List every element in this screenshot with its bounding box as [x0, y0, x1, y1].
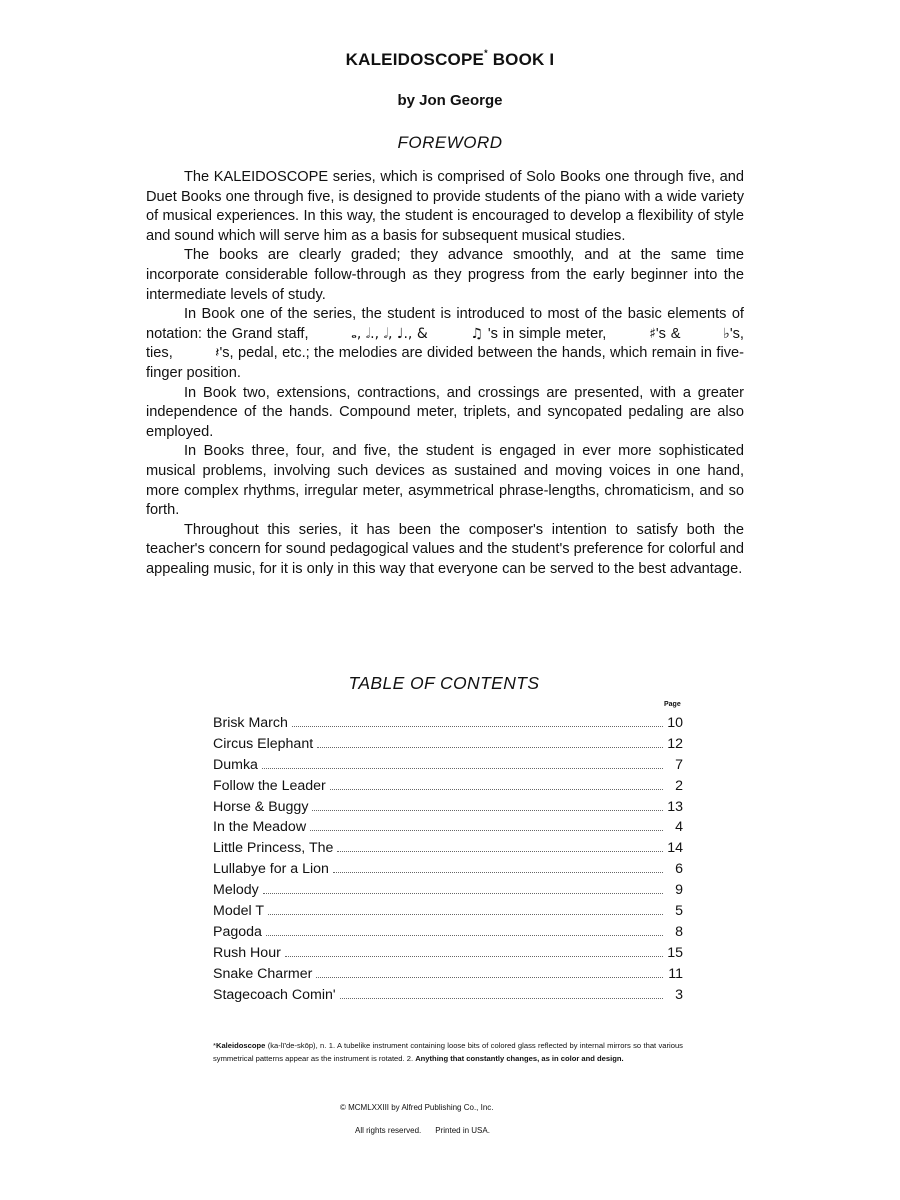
toc-entry-page: 6 — [675, 861, 683, 878]
toc-dot-leader — [268, 913, 663, 915]
toc-entry — [213, 945, 683, 966]
toc-entry — [213, 778, 683, 799]
toc-entry-title: In the Meadow — [213, 819, 307, 836]
toc-entry-page: 9 — [675, 882, 683, 899]
title-footnote-mark: * — [484, 48, 488, 58]
toc-dot-leader — [317, 746, 663, 748]
toc-entry-title: Horse & Buggy — [213, 798, 309, 815]
toc-entry-page: 12 — [667, 735, 683, 752]
toc-entry-page: 3 — [675, 986, 683, 1003]
toc-entry — [213, 903, 683, 924]
author-line: by Jon George — [397, 92, 503, 109]
toc-entry — [213, 924, 683, 945]
toc-entry-title: Circus Elephant — [213, 735, 314, 752]
toc-entry-title: Follow the Leader — [213, 777, 326, 794]
printed-in: Printed in USA. — [435, 1126, 490, 1135]
toc-entry-title: Brisk March — [213, 715, 288, 731]
book-title: KALEIDOSCOPE* BOOK I — [345, 48, 555, 69]
toc-entry-page: 10 — [667, 715, 683, 731]
toc-dot-leader — [263, 892, 663, 894]
toc-entry-page: 4 — [675, 819, 683, 836]
toc-entry — [213, 715, 683, 736]
rest-icon: 𝄽 — [215, 345, 220, 362]
toc-entry — [213, 840, 683, 861]
toc-entry-title: Lullabye for a Lion — [213, 861, 329, 878]
toc-entry-page: 13 — [667, 798, 683, 815]
rights-reserved: All rights reserved. — [355, 1126, 422, 1135]
foreword-paragraph-6: Throughout this series, it has been the composer's intention to satisfy both the teacher's concern for sound pedagogical values and the student's preference for colorful and appealing music, for it is only in this way that everyone can be served to the best advantage. — [146, 521, 744, 577]
toc-entry-page: 5 — [675, 903, 683, 920]
toc-dot-leader — [337, 850, 663, 852]
toc-page-column-label: Page — [664, 701, 681, 708]
toc-dot-leader — [285, 955, 663, 957]
toc-entry — [213, 987, 683, 1008]
foreword-paragraph-4: In Book two, extensions, contractions, and crossings are presented, with a greater independence of the hands. Compound meter, triplets, and syncopated pedaling are also employed. — [146, 384, 744, 440]
toc-entry-page: 15 — [667, 944, 683, 961]
toc-entry-title: Rush Hour — [213, 944, 281, 961]
toc-heading: TABLE OF CONTENTS — [348, 673, 540, 693]
toc-entry-page: 7 — [675, 756, 683, 773]
toc-entry — [213, 736, 683, 757]
toc-entry — [213, 882, 683, 903]
foreword-paragraph-3: In Book one of the series, the student is introduced to most of the basic elements of notation: the Grand staff, 𝅝, 𝅗𝅥., 𝅗𝅥, ♩., & ♫ 's in simple meter, ♯'s & ♭'s, ties, 𝄽's, pedal, etc.; the melodies are divided between the hands, which remain in five-finger position. — [146, 306, 744, 381]
toc-entry-title: Melody — [213, 882, 259, 899]
toc-dot-leader — [310, 829, 663, 831]
sharp-icon: ♯ — [649, 325, 656, 342]
foreword-paragraph-5: In Books three, four, and five, the student is engaged in ever more sophisticated musical problems, involving such devices as sustained and moving voices in one hand, more complex rhythms, irregular meter, asymmetrical phrase-lengths, chromaticism, and so forth. — [146, 443, 744, 519]
toc-entry — [213, 799, 683, 820]
foreword-paragraph-1: The KALEIDOSCOPE series, which is comprised of Solo Books one through five, and Duet Books one through five, is designed to provide students of the piano with a wide variety of musical experiences. In this way, the student is encouraged to develop a flexibility of style and sound which will serve him as a basis for subsequent musical studies. — [146, 169, 744, 244]
eighth-notes-icon: ♫ — [470, 325, 484, 342]
toc-dot-leader — [292, 725, 663, 727]
toc-entry — [213, 966, 683, 987]
toc-dot-leader — [333, 871, 663, 873]
toc-dot-leader — [316, 976, 663, 978]
definition-footnote: *Kaleidoscope (ka-lī'de-skōp), n. 1. A tubelike instrument containing loose bits of colored glass reflected by internal mirrors so that various symmetrical patterns appear as the instrument is rotated. 2. Anything that constantly changes, as in color and design. — [213, 1041, 683, 1063]
toc-entry-title: Model T — [213, 903, 264, 920]
toc-dot-leader — [266, 934, 663, 936]
toc-entry — [213, 819, 683, 840]
toc-entry — [213, 861, 683, 882]
toc-entry-title: Snake Charmer — [213, 965, 313, 982]
toc-entry-title: Stagecoach Comin' — [213, 986, 336, 1003]
toc-dot-leader — [262, 767, 663, 769]
foreword-body — [146, 168, 744, 579]
toc-entry-page: 8 — [675, 923, 683, 940]
toc-entry-title: Little Princess, The — [213, 840, 334, 857]
toc-entry — [213, 757, 683, 778]
rights-line — [355, 1126, 490, 1135]
copyright-notice: © MCMLXXIII by Alfred Publishing Co., Inc. — [340, 1103, 494, 1112]
toc-entry-title: Dumka — [213, 756, 258, 773]
foreword-paragraph-2: The books are clearly graded; they advance smoothly, and at the same time incorporate considerable follow-through as they progress from the early beginner into the intermediate levels of study. — [146, 247, 744, 303]
toc-entry-page: 11 — [668, 965, 683, 982]
foreword-heading: FOREWORD — [397, 133, 503, 152]
toc-entry-page: 2 — [675, 777, 683, 794]
note-values-icon: 𝅝, 𝅗𝅥., 𝅗𝅥, ♩., & — [351, 325, 428, 342]
toc-dot-leader — [340, 997, 663, 999]
toc-entry-title: Pagoda — [213, 923, 262, 940]
toc-entry-page: 14 — [667, 840, 683, 857]
toc-dot-leader — [312, 809, 663, 811]
table-of-contents — [213, 715, 683, 1007]
flat-icon: ♭ — [723, 325, 730, 342]
toc-dot-leader — [330, 788, 663, 790]
